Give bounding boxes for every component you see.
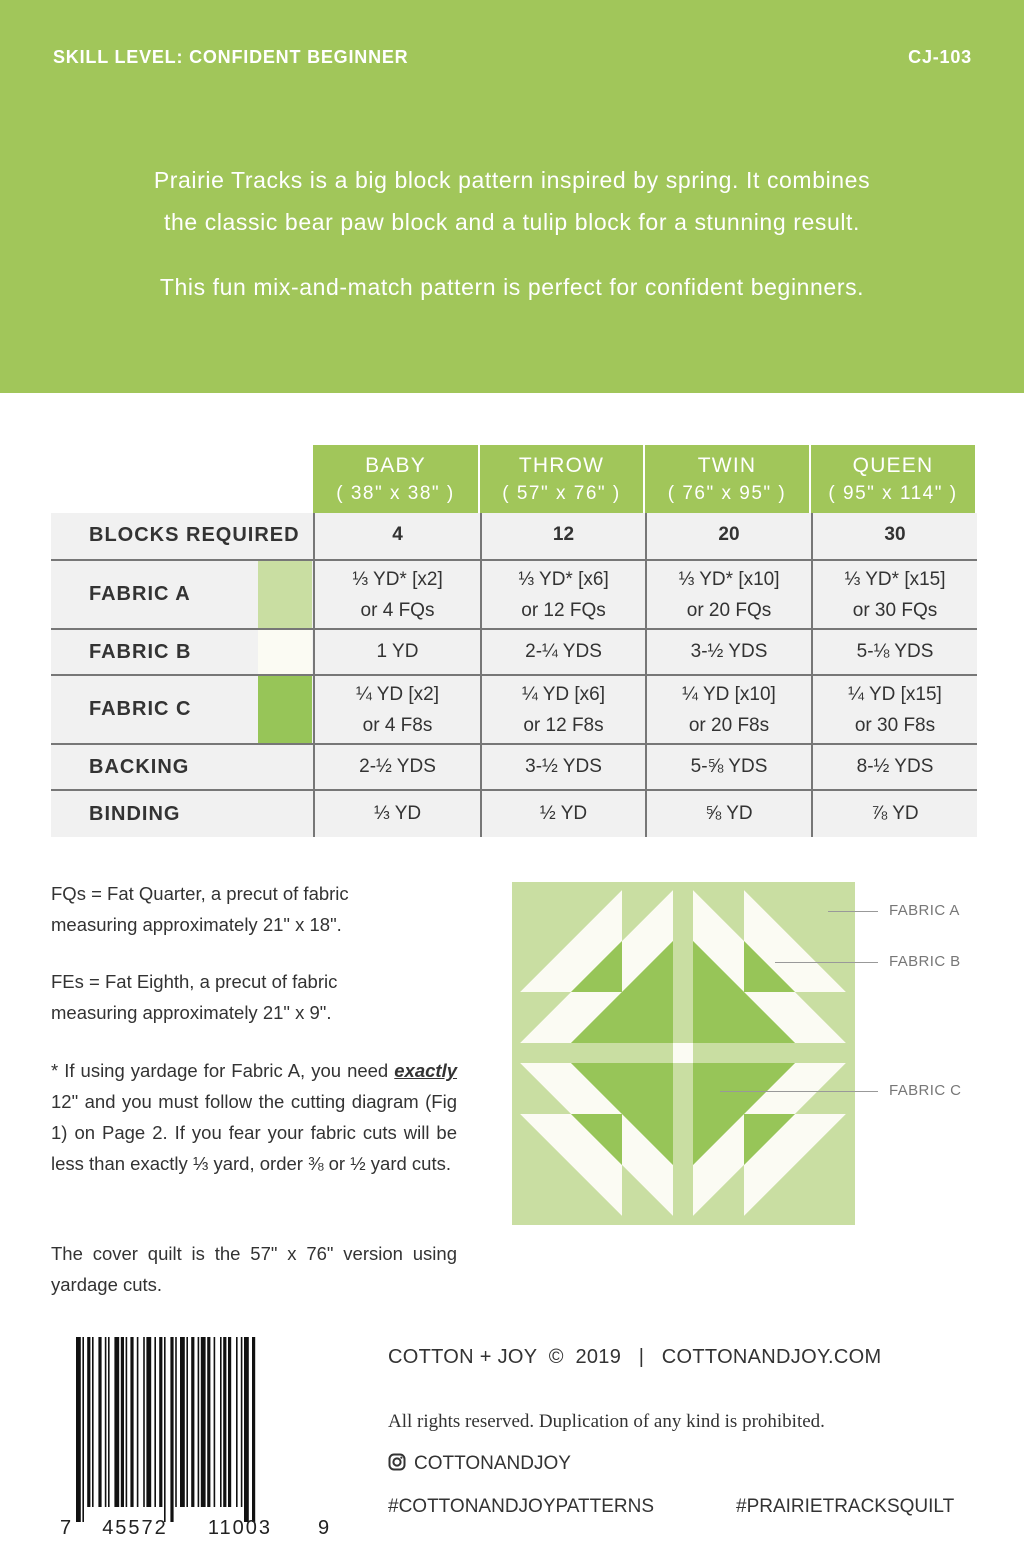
size-dimensions: ( 57" x 76" )	[502, 483, 621, 504]
barcode-bar	[228, 1337, 231, 1507]
cell-line: or 12 FQs	[521, 600, 606, 621]
cell-line: ⅓ YD* [x2]	[352, 569, 443, 590]
table-cell	[480, 791, 645, 837]
barcode-bar	[223, 1337, 226, 1507]
table-cell	[645, 676, 811, 743]
barcode-bar	[87, 1337, 90, 1507]
table-cell	[313, 561, 480, 628]
cell-line: or 30 FQs	[852, 600, 938, 621]
barcode-group-1: 45572	[102, 1517, 168, 1539]
table-cell	[645, 745, 811, 789]
table-row	[51, 789, 977, 837]
table-cell	[811, 561, 977, 628]
table-row	[51, 513, 977, 559]
table-cell	[313, 745, 480, 789]
table-cell	[313, 676, 480, 743]
cell-line: ⅞ YD	[871, 803, 919, 824]
barcode-bar	[164, 1337, 166, 1522]
barcode-bar	[207, 1337, 210, 1507]
row-label: FABRIC B	[89, 641, 192, 663]
size-header-queen	[811, 445, 975, 513]
table-cell	[645, 630, 811, 674]
quilt-square	[795, 1165, 846, 1216]
table-cell	[811, 630, 977, 674]
instagram-handle	[388, 1453, 571, 1475]
size-dimensions: ( 95" x 114" )	[828, 483, 958, 504]
barcode-bar	[201, 1337, 206, 1507]
table-cell	[645, 791, 811, 837]
barcode-bar	[236, 1337, 238, 1507]
label-fabric-c: FABRIC C	[889, 1082, 962, 1099]
label-fabric-a: FABRIC A	[889, 902, 960, 919]
barcode	[60, 1337, 330, 1547]
instagram-text: COTTONANDJOY	[414, 1453, 571, 1474]
cell-line: 2-½ YDS	[359, 756, 436, 777]
table-cell	[811, 513, 977, 559]
note-fq-line-2: measuring approximately 21" x 18".	[51, 914, 342, 935]
cell-line: 8-½ YDS	[856, 756, 934, 777]
table-cell	[645, 561, 811, 628]
fabric-swatch	[258, 630, 312, 674]
barcode-digit-left: 7	[60, 1517, 72, 1539]
barcode-bar	[126, 1337, 128, 1507]
row-label: BACKING	[89, 756, 190, 778]
barcode-bar	[143, 1337, 145, 1507]
cell-line: ¼ YD [x6]	[521, 684, 606, 705]
table-row	[51, 743, 977, 789]
barcode-group-2: 11003	[207, 1517, 273, 1539]
barcode-bar	[137, 1337, 139, 1507]
quilt-square	[693, 992, 744, 1043]
cell-line: or 20 F8s	[688, 715, 770, 736]
barcode-bar	[146, 1337, 151, 1507]
barcode-bar	[180, 1337, 185, 1507]
row-label: BINDING	[89, 803, 181, 825]
note-fat-eighth	[51, 966, 457, 1028]
note-fq-line-1: FQs = Fat Quarter, a precut of fabric	[51, 883, 349, 904]
quilt-square	[622, 992, 673, 1043]
row-label: FABRIC A	[89, 583, 191, 605]
table-cell	[811, 791, 977, 837]
quilt-square	[520, 1165, 571, 1216]
table-cell	[313, 513, 480, 559]
size-name: BABY	[365, 454, 426, 477]
size-header-baby	[313, 445, 478, 513]
size-dimensions: ( 38" x 38" )	[336, 483, 455, 504]
table-cell	[645, 513, 811, 559]
cell-line: 20	[718, 524, 740, 545]
cell-line: or 4 F8s	[362, 715, 433, 736]
cell-line: ⅓ YD* [x6]	[518, 569, 609, 590]
cell-line: ½ YD	[539, 803, 588, 824]
barcode-bar	[154, 1337, 156, 1507]
note-yardage-exactly: exactly	[394, 1060, 458, 1081]
cell-line: 5-⅛ YDS	[856, 641, 934, 662]
note-fe-line-1: FEs = Fat Eighth, a precut of fabric	[51, 971, 338, 992]
barcode-bar	[76, 1337, 81, 1522]
table-cell	[480, 513, 645, 559]
leader-fabric-b	[775, 962, 878, 963]
cell-line: 1 YD	[376, 641, 419, 662]
table-cell	[480, 561, 645, 628]
cell-line: 3-½ YDS	[525, 756, 602, 777]
cell-line: or 30 F8s	[854, 715, 936, 736]
barcode-bar	[170, 1337, 173, 1522]
note-fat-quarter	[51, 878, 457, 940]
cell-line: or 20 FQs	[686, 600, 772, 621]
cell-line: ⅓ YD* [x15]	[844, 569, 946, 590]
note-yardage-rest: 12" and you must follow the cutting diagram (Fig 1) on Page 2. If you fear your fabric cuts will be less than exactly ⅓ yard, order ⅜ or ½ yard cuts.	[51, 1091, 457, 1174]
leader-fabric-a	[828, 911, 878, 912]
table-row	[51, 628, 977, 674]
description-line-2: the classic bear paw block and a tulip block for a stunning result.	[163, 209, 861, 235]
barcode-bar	[92, 1337, 94, 1507]
quilt-square	[622, 1063, 673, 1114]
table-cell	[480, 745, 645, 789]
barcode-bar	[214, 1337, 216, 1507]
hashtag-prairietracks: #PRAIRIETRACKSQUILT	[736, 1496, 955, 1517]
cell-line: 2-¼ YDS	[525, 641, 602, 662]
cell-line: ¼ YD [x2]	[355, 684, 440, 705]
description-main	[0, 159, 1024, 243]
size-name: QUEEN	[852, 454, 934, 477]
cell-line: ⅝ YD	[705, 803, 753, 824]
note-cover	[51, 1238, 457, 1300]
barcode-bar	[198, 1337, 200, 1507]
barcode-digit-right: 9	[318, 1517, 330, 1539]
instagram-icon	[388, 1453, 406, 1471]
cell-line: or 12 F8s	[523, 715, 604, 736]
description-line-3: This fun mix-and-match pattern is perfect for confident beginners.	[159, 274, 865, 300]
table-row	[51, 674, 977, 743]
cell-line: ⅓ YD	[373, 803, 422, 824]
skill-level: SKILL LEVEL: CONFIDENT BEGINNER	[53, 47, 409, 67]
cell-line: 30	[884, 524, 906, 545]
barcode-bar	[105, 1337, 107, 1507]
table-cell	[313, 630, 480, 674]
rights-notice: All rights reserved. Duplication of any kind is prohibited.	[388, 1411, 825, 1432]
cell-line: ⅓ YD* [x10]	[678, 569, 780, 590]
size-header-twin	[645, 445, 809, 513]
cell-line: 4	[392, 524, 403, 545]
label-fabric-b: FABRIC B	[889, 953, 961, 970]
barcode-bar	[241, 1337, 243, 1507]
cell-line: 12	[552, 524, 575, 545]
note-yardage-intro: * If using yardage for Fabric A, you need	[51, 1060, 389, 1081]
barcode-bar	[252, 1337, 255, 1522]
size-name: TWIN	[697, 454, 757, 477]
hashtag-cottonandjoy: #COTTONANDJOYPATTERNS	[388, 1496, 655, 1517]
barcode-bar	[191, 1337, 194, 1507]
row-label: FABRIC C	[89, 698, 192, 720]
barcode-bar	[98, 1337, 101, 1507]
barcode-bar	[244, 1337, 249, 1522]
table-cell	[313, 791, 480, 837]
header-banner	[0, 0, 1024, 393]
quilt-square	[795, 890, 846, 941]
barcode-bar	[108, 1337, 110, 1507]
quilt-square	[693, 1063, 744, 1114]
barcode-bar	[82, 1337, 84, 1522]
cell-line: 5-⅝ YDS	[690, 756, 768, 777]
table-cell	[480, 630, 645, 674]
cell-line: ¼ YD [x15]	[848, 684, 942, 705]
pattern-code: CJ-103	[908, 47, 972, 67]
barcode-bars	[76, 1337, 255, 1522]
barcode-bar	[114, 1337, 119, 1507]
quilt-block-diagram	[512, 882, 855, 1225]
cell-line: 3-½ YDS	[690, 641, 768, 662]
barcode-bar	[121, 1337, 124, 1507]
quilt-cornerstone	[673, 1043, 693, 1063]
table-cell	[811, 676, 977, 743]
description-line-1: Prairie Tracks is a big block pattern inspired by spring. It combines	[153, 167, 871, 193]
row-label: BLOCKS REQUIRED	[89, 524, 300, 546]
leader-fabric-c	[720, 1091, 878, 1092]
barcode-bar	[186, 1337, 188, 1507]
table-row	[51, 559, 977, 628]
size-header-throw	[480, 445, 643, 513]
table-cell	[811, 745, 977, 789]
note-yardage	[51, 1055, 457, 1179]
note-cover-text: The cover quilt is the 57" x 76" version using yardage cuts.	[51, 1243, 457, 1295]
size-name: THROW	[518, 454, 605, 477]
barcode-bar	[130, 1337, 133, 1507]
barcode-bar	[220, 1337, 222, 1507]
note-fe-line-2: measuring approximately 21" x 9".	[51, 1002, 332, 1023]
barcode-bar	[159, 1337, 162, 1507]
table-cell	[480, 676, 645, 743]
fabric-swatch	[258, 561, 312, 628]
cell-line: ¼ YD [x10]	[682, 684, 776, 705]
copyright-line: COTTON + JOY © 2019 | COTTONANDJOY.COM	[388, 1346, 882, 1368]
fabric-swatch	[258, 676, 312, 743]
quilt-square	[520, 890, 571, 941]
cell-line: or 4 FQs	[360, 600, 435, 621]
barcode-bar	[175, 1337, 177, 1507]
size-dimensions: ( 76" x 95" )	[667, 483, 787, 504]
